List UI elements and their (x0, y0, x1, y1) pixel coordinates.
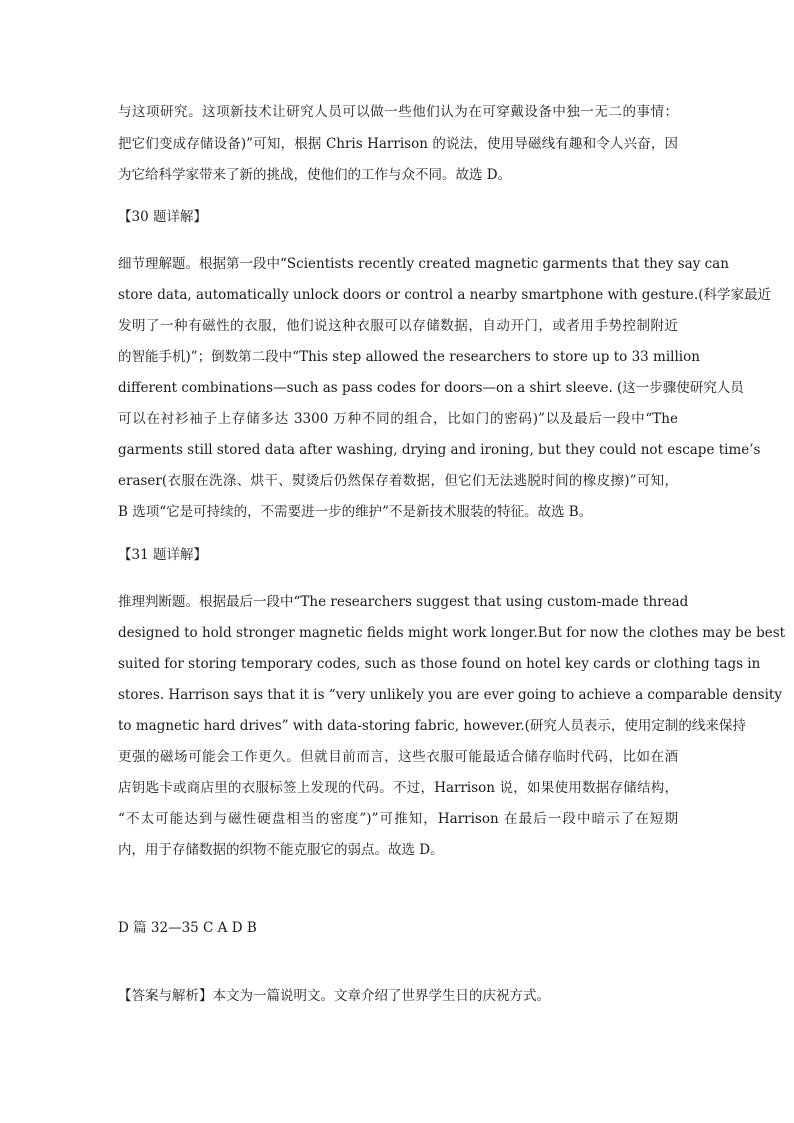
section-30-line-6: 可以在衬衫袖子上存储多达 3300 万种不同的组合，比如门的密码)”以及最后一段中“The (118, 411, 678, 427)
section-30-line-8: eraser(衣服在洗涤、烘干、熨烫后仍然保存着数据，但它们无法逃脱时间的橡皮擦)”可知， (118, 473, 678, 489)
section-31-line-8: “不太可能达到与磁性硬盘相当的密度”)”可推知，Harrison 在最后一段中暗示了在短期 (118, 811, 678, 827)
section-31-line-3: suited for storing temporary codes, such as those found on hotel key cards or clothing tags in (118, 656, 761, 672)
section-31-line-6: 更强的磁场可能会工作更久。但就目前而言，这些衣服可能最适合储存临时代码，比如在酒 (118, 749, 678, 765)
section-30-line-5: different combinations—such as pass codes for doors—on a shirt sleeve. (这一步骤使研究人员 (118, 380, 744, 396)
section-31-line-1: 推理判断题。根据最后一段中“The researchers suggest that using custom-made thread (118, 594, 689, 610)
section-31-line-4: stores. Harrison says that it is “very unlikely you are ever going to achieve a comparable density (118, 687, 782, 703)
section-31-line-7: 店钥匙卡或商店里的衣服标签上发现的代码。不过，Harrison 说，如果使用数据存储结构， (118, 780, 678, 796)
section-31-heading: 【31 题详解】 (118, 547, 207, 563)
section-31-line-9: 内，用于存储数据的织物不能克服它的弱点。故选 D。 (118, 842, 444, 858)
section-30-line-7: garments still stored data after washing, drying and ironing, but they could not escape time’s (118, 442, 761, 458)
paragraph-29-line-1: 与这项研究。这项新技术让研究人员可以做一些他们认为在可穿戴设备中独一无二的事情： (118, 104, 678, 120)
paragraph-29-line-2: 把它们变成存储设备)”可知，根据 Chris Harrison 的说法，使用导磁线有趣和令人兴奋，因 (118, 136, 678, 152)
passage-d-answers: D 篇 32—35 C A D B (118, 920, 257, 936)
section-31-line-5: to magnetic hard drives” with data-storing fabric, however.(研究人员表示，使用定制的线来保持 (118, 718, 746, 734)
section-31-line-2: designed to hold stronger magnetic fields might work longer.But for now the clothes may be best (118, 625, 786, 641)
section-30-line-4: 的智能手机)”；倒数第二段中“This step allowed the researchers to store up to 33 million (118, 349, 700, 365)
section-30-line-3: 发明了一种有磁性的衣服，他们说这种衣服可以存储数据，自动开门，或者用手势控制附近 (118, 318, 678, 334)
section-30-line-1: 细节理解题。根据第一段中“Scientists recently created magnetic garments that they say can (118, 256, 729, 272)
paragraph-29-line-3: 为它给科学家带来了新的挑战，使他们的工作与众不同。故选 D。 (118, 167, 512, 183)
section-30-line-9: B 选项“它是可持续的，不需要进一步的维护”不是新技术服装的特征。故选 B。 (118, 504, 593, 520)
passage-d-analysis: 【答案与解析】本文为一篇说明文。文章介绍了世界学生日的庆祝方式。 (118, 988, 550, 1004)
section-30-line-2: store data, automatically unlock doors or control a nearby smartphone with gesture.(科学家最近 (118, 287, 771, 303)
section-30-heading: 【30 题详解】 (118, 209, 207, 225)
